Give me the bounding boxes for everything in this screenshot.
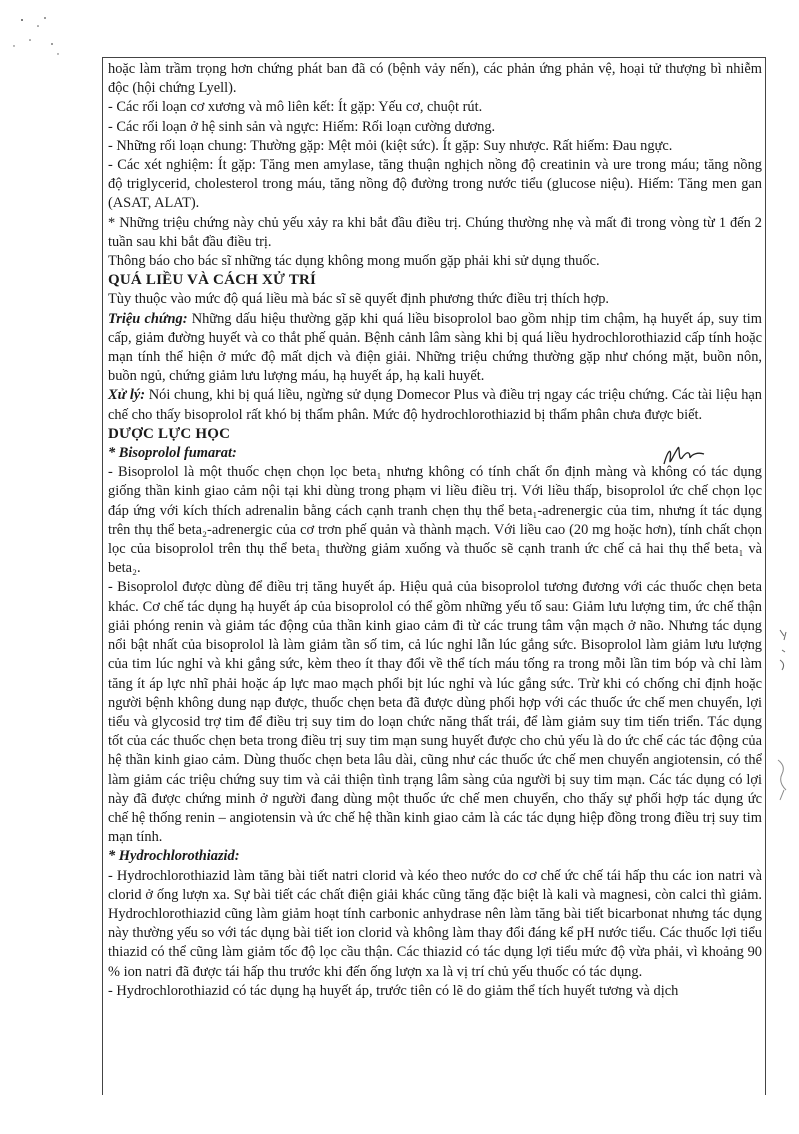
paragraph: Thông báo cho bác sĩ những tác dụng không mong muốn gặp phải khi sử dụng thuốc. [108,253,600,270]
paragraph: hoặc làm trầm trọng hơn chứng phát ban đã có (bệnh vảy nến), các phản ứng phản vệ, hoại tử thượng bì nhiễm độc (hội chứng Lyell). [108,61,762,97]
paragraph: - Các xét nghiệm: Ít gặp: Tăng men amylase, tăng thuận nghịch nồng độ creatinin và ure trong máu; tăng nồng độ triglycerid, cholesterol trong máu, tăng nồng độ đường trong nước tiểu (glucose niệu). Hiếm: Tăng men gan (ASAT, ALAT). [108,157,762,212]
section-heading-pharmacodynamics: DƯỢC LỰC HỌC [108,425,231,442]
paragraph-symptoms [108,310,762,387]
scan-speckles [0,0,80,60]
paragraph: - Những rối loạn chung: Thường gặp: Mệt mỏi (kiệt sức). Ít gặp: Suy nhược. Rất hiếm: Đau ngực. [108,137,673,154]
document-body [108,60,762,1001]
paragraph: - Các rối loạn cơ xương và mô liên kết: Ít gặp: Yếu cơ, chuột rút. [108,99,483,116]
paragraph-treatment [108,386,762,424]
symptoms-label: Triệu chứng: [108,310,188,327]
paragraph: - Hydrochlorothiazid có tác dụng hạ huyết áp, trước tiên có lẽ do giảm thể tích huyết tương và dịch [108,982,679,999]
paragraph: - Bisoprolol được dùng để điều trị tăng huyết áp. Hiệu quả của bisoprolol tương đương với các thuốc chẹn beta khác. Cơ chế tác dụng hạ huyết áp của bisoprolol có thể gồm những yếu tố sau: Giảm lưu lượng tim, ức chế thận giải phóng renin và giảm tác động của thần kinh giao cảm đi từ các trung tâm vận mạch ở não. Nhưng tác dụng nổi bật nhất của bisoprolol là làm giảm tần số tim, cả lúc nghỉ lẫn lúc gắng sức. Bisoprolol làm giảm lưu lượng của tim lúc nghỉ và khi gắng sức, kèm theo ít thay đổi về thể tích máu tống ra trong mỗi lần tim bóp và chỉ làm tăng ít áp lực nhĩ phải hoặc áp lực mao mạch phổi bịt lúc nghỉ và lúc gắng sức. Trừ khi có chống chỉ định hoặc người bệnh không dung nạp được, thuốc chẹn beta đã được dùng phối hợp với các thuốc ức chế men chuyển, lợi tiểu và glycosid trợ tim để điều trị suy tim do loạn chức năng thất trái, để làm giảm suy tim tiến triển. Tác dụng tốt của các thuốc chẹn beta trong điều trị suy tim mạn sung huyết được cho chủ yếu là do ức chế các tác động của hệ thần kinh giao cảm. Dùng thuốc chẹn beta lâu dài, cũng như các thuốc ức chế men chuyển angiotensin, có thể làm giảm các triệu chứng suy tim và cải thiện tình trạng lâm sàng của người bị suy tim mạn. Các tác dụng có lợi này đã được chứng minh ở người đang dùng một thuốc ức chế men chuyển, cho thấy sự phối hợp tác dụng ức chế hệ thống renin – angiotensin và ức chế hệ thần kinh giao cảm là các tác dụng hiệp đồng trong điều trị suy tim mạn tính. [108,579,762,846]
margin-scribbles [772,620,796,820]
subheading-bisoprolol: * Bisoprolol fumarat: [108,445,237,462]
section-heading-overdose: QUÁ LIỀU VÀ CÁCH XỬ TRÍ [108,272,317,289]
paragraph: * Những triệu chứng này chủ yếu xảy ra khi bắt đầu điều trị. Chúng thường nhẹ và mất đi trong vòng từ 1 đến 2 tuần sau khi bắt đầu điều trị. [108,214,762,250]
subheading-hydrochlorothiazid: * Hydrochlorothiazid: [108,848,240,865]
paragraph: - Bisoprolol là một thuốc chẹn chọn lọc beta₁ nhưng không có tính chất ổn định màng và không có tác dụng giống thần kinh giao cảm nội tại khi dùng trong phạm vi liều điều trị. Với liều thấp, bisoprolol ức chế chọn lọc đáp ứng với kích thích adrenalin bằng cách cạnh tranh chẹn thụ thể beta₁-adrenergic của tim, nhưng ít tác dụng trên thụ thể beta₂-adrenergic của cơ trơn phế quản và thành mạch. Với liều cao (20 mg hoặc hơn), tính chất chọn lọc của bisoprolol trên thụ thể beta₁ thường giảm xuống và thuốc sẽ cạnh tranh ức chế cả hai thụ thể beta₁ và beta₂. [108,464,762,577]
paragraph: Tùy thuộc vào mức độ quá liều mà bác sĩ sẽ quyết định phương thức điều trị thích hợp. [108,291,610,308]
treatment-text: Nói chung, khi bị quá liều, ngừng sử dụng Domecor Plus và điều trị ngay các triệu chứng. Các tài liệu hạn chế cho thấy bisoprolol rất khó bị thẩm phân. Mức độ hydrochlorothiazid bị thẩm phân chưa được biết. [108,387,762,423]
paragraph: - Hydrochlorothiazid làm tăng bài tiết natri clorid và kéo theo nước do cơ chế ức chế tái hấp thu các ion natri và clorid ở ống lượn xa. Sự bài tiết các chất điện giải khác cũng tăng đặc biệt là kali và magnesi, còn calci thì giảm. Hydrochlorothiazid cũng làm giảm hoạt tính carbonic anhydrase nên làm tăng bài tiết bicarbonat nhưng tác dụng này thường yếu so với tác dụng bài tiết ion clorid và không làm thay đổi đáng kể pH nước tiểu. Các thuốc lợi tiểu thiazid có thể cũng làm giảm tốc độ lọc cầu thận. Các thiazid có tác dụng lợi tiểu mức độ vừa phải, vì khoảng 90 % ion natri đã được tái hấp thu trước khi đến ống lượn xa là vị trí chủ yếu thuốc có tác dụng. [108,867,762,980]
treatment-label: Xử lý: [108,387,146,404]
symptoms-text: Những dấu hiệu thường gặp khi quá liều bisoprolol bao gồm nhịp tim chậm, hạ huyết áp, suy tim cấp, giảm đường huyết và co thắt phế quản. Bệnh cảnh lâm sàng khi bị quá liều hydrochlorothiazid cấp tính hoặc mạn tính thể hiện ở mức độ mất dịch và điện giải. Những triệu chứng thường gặp như chóng mặt, buồn nôn, buồn ngủ, chứng giảm lưu lượng máu, hạ huyết áp, hạ kali huyết. [108,310,762,385]
paragraph: - Các rối loạn ở hệ sinh sản và ngực: Hiếm: Rối loạn cường dương. [108,118,496,135]
